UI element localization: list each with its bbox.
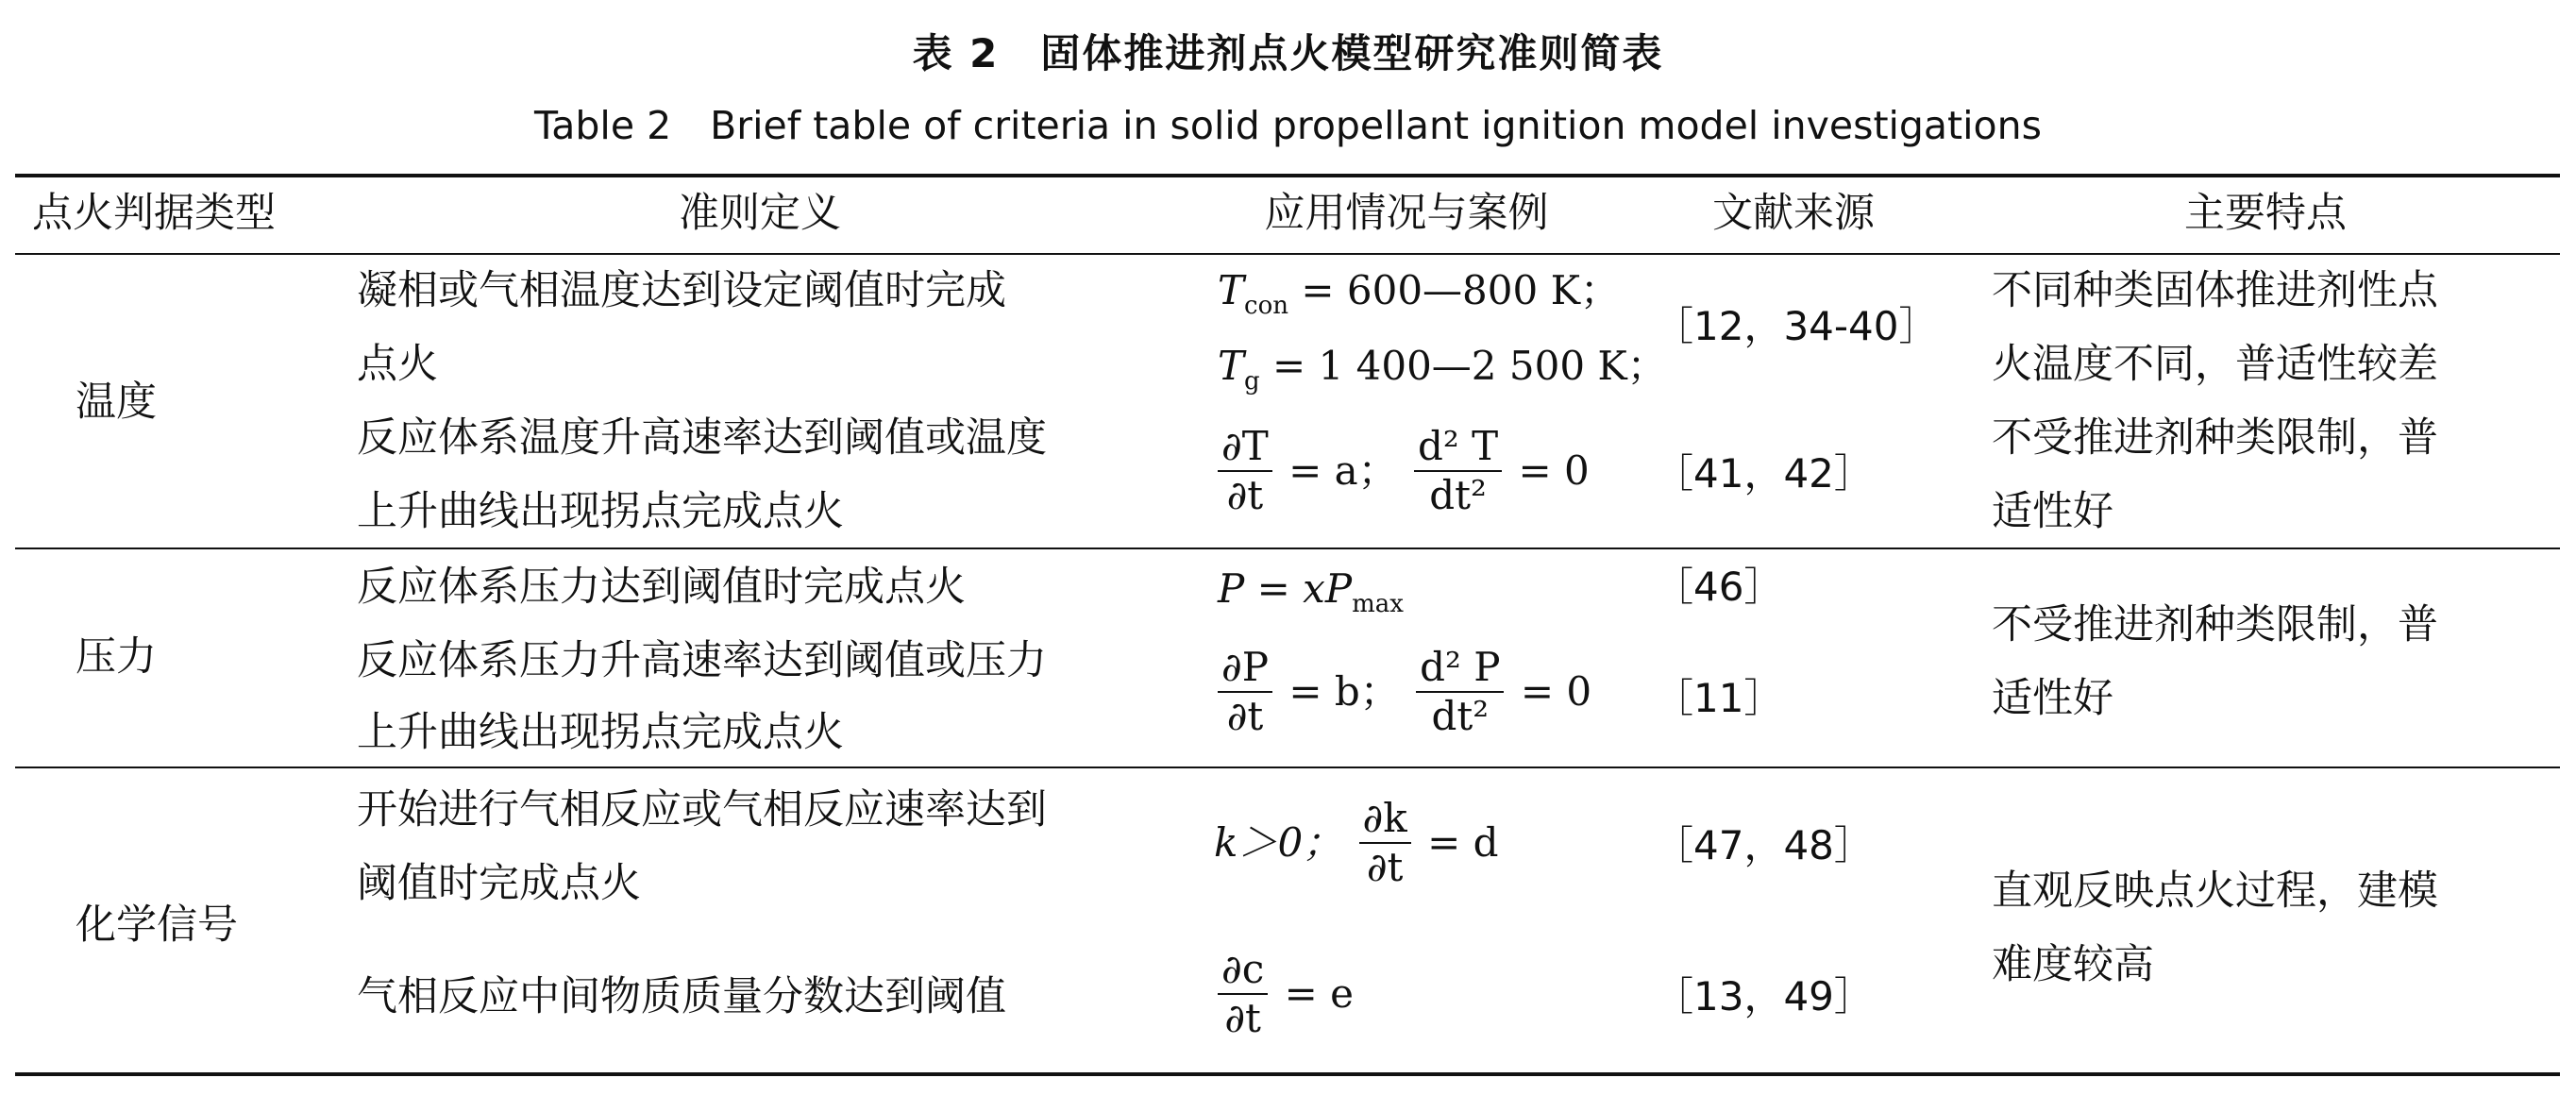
reference-label: ［11］ — [1654, 675, 1784, 721]
header-type: 点火判据类型 — [32, 190, 276, 237]
definition-line: 气相反应中间物质质量分数达到阈值 — [357, 973, 1006, 1020]
bottom-rule — [15, 1072, 2560, 1076]
header-refs: 文献来源 — [1712, 190, 1875, 237]
definition-line: 点火 — [357, 341, 438, 388]
header-cases: 应用情况与案例 — [1264, 190, 1549, 237]
feature-line: 火温度不同，普适性较差 — [1992, 341, 2438, 388]
feature-line: 适性好 — [1992, 675, 2113, 722]
feature-line: 不受推进剂种类限制，普 — [1992, 414, 2438, 462]
feature-line: 难度较高 — [1992, 941, 2154, 988]
case-formula: k＞0； $\frac{\partial k}{\partial t}$ = d — [1214, 795, 1499, 890]
header-definition: 准则定义 — [679, 190, 841, 237]
case-formula: $P = xP_{max}$ — [1218, 565, 1404, 618]
definition-line: 阈值时完成点火 — [357, 860, 641, 907]
definition-line: 反应体系温度升高速率达到阈值或温度 — [357, 414, 1047, 462]
table-title-cn: 表 2 固体推进剂点火模型研究准则简表 — [912, 30, 1664, 76]
definition-line: 反应体系压力升高速率达到阈值或压力 — [357, 637, 1047, 684]
definition-line: 反应体系压力达到阈值时完成点火 — [357, 564, 966, 611]
definition-line: 凝相或气相温度达到设定阈值时完成 — [357, 267, 1006, 314]
reference-label: ［47，48］ — [1654, 822, 1874, 868]
feature-line: 不受推进剂种类限制，普 — [1992, 601, 2438, 649]
definition-line: 上升曲线出现拐点完成点火 — [357, 488, 844, 535]
criterion-type: 温度 — [76, 379, 157, 426]
feature-line: 不同种类固体推进剂性点 — [1992, 267, 2438, 314]
definition-line: 开始进行气相反应或气相反应速率达到 — [357, 786, 1047, 834]
definition-line: 上升曲线出现拐点完成点火 — [357, 709, 844, 756]
header-features: 主要特点 — [2184, 190, 2347, 237]
case-formula: $\frac{\partial c}{\partial t}$ = e — [1214, 946, 1354, 1042]
reference-label: ［41，42］ — [1654, 450, 1874, 497]
table-title-en: Table 2 Brief table of criteria in solid propellant ignition model investigations — [534, 103, 2042, 148]
reference-label: ［12，34-40］ — [1654, 303, 1939, 349]
reference-label: ［46］ — [1654, 564, 1784, 610]
case-formula: $T_g = 1$ 400—2 500 K； — [1218, 343, 1667, 396]
criterion-type: 化学信号 — [76, 901, 238, 949]
case-formula: $\frac{\partial T}{\partial t}$ = a； $\frac{\text{d² T}}{\text{dt²}}$ = 0 — [1214, 423, 1590, 519]
reference-label: ［13，49］ — [1654, 973, 1874, 1019]
case-formula: $\frac{\partial P}{\partial t}$ = b； $\frac{\text{d² P}}{\text{dt²}}$ = 0 — [1214, 644, 1591, 740]
feature-line: 直观反映点火过程，建模 — [1992, 868, 2438, 915]
feature-line: 适性好 — [1992, 488, 2113, 535]
case-formula: $T_{con}$ = 600—800 K； — [1218, 267, 1620, 320]
criterion-type: 压力 — [76, 633, 157, 681]
